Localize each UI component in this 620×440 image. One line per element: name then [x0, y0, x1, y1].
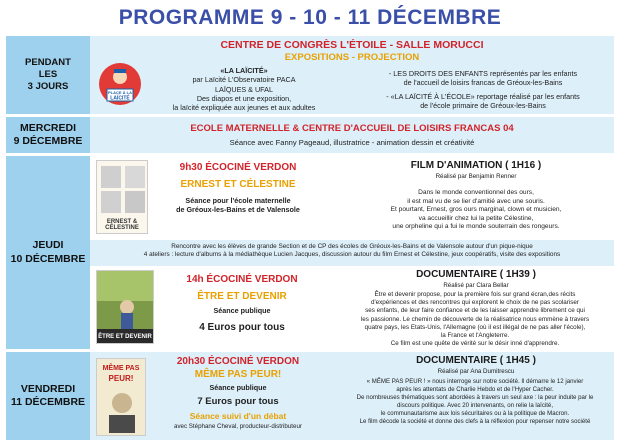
synopsis-line: quatre pays, les Etats-Unis, l'Allemagne (où il est illégal de ne pas aller l'école),: [364, 323, 586, 331]
row-vendredi: [6, 352, 614, 440]
poster-figure-body: [121, 313, 133, 331]
row-label: [6, 117, 90, 153]
film1-time: 9h30 ÉCOCINÉ VERDON: [179, 162, 297, 173]
jeudi-activities: [90, 240, 614, 266]
synopsis-line: après les attentats de Charlie Hebdo et de l'Hyper Cacher.: [396, 385, 554, 393]
film3-guest: avec Stéphane Cheval, producteur-distributeur: [174, 423, 302, 430]
row-label: [6, 36, 90, 114]
label-line: PENDANT: [25, 57, 71, 69]
synopsis-line: Le film décode la société et donne des clefs à la réflexion pour repenser notre société: [359, 417, 591, 425]
logo-text-main: LAÏCITÉ: [110, 95, 130, 102]
film3-director: Réalisé par Ana Dumitrescu: [437, 368, 515, 375]
poster-title-main: PEUR!: [108, 374, 134, 383]
expo-laicite: [144, 66, 344, 113]
poster-meme-pas-peur: [96, 358, 146, 436]
label-line: 3 JOURS: [27, 80, 69, 92]
synopsis-line: le communautarisme aux lois sécuritaires ou à la politique de Macron.: [380, 409, 570, 417]
expo-line: la laïcité expliquée aux jeunes et aux adultes: [172, 103, 316, 113]
synopsis-line: Et pourtant, Ernest, gros ours marginal, clown et musicien,: [390, 206, 562, 214]
poster-title: ÊTRE ET DEVENIR: [98, 334, 152, 340]
expo-line: de l'école primaire de Gréoux-les-Bains: [420, 101, 546, 111]
film2-time: 14h ÉCOCINÉ VERDON: [186, 274, 298, 285]
row-jeudi: [6, 156, 614, 349]
synopsis-line: Être et devenir propose, pour la première fois sur grand écran,des récits: [374, 291, 576, 298]
poster-panel: [125, 191, 145, 213]
row-mercredi: [6, 117, 614, 153]
mercredi-heading: ECOLE MATERNELLE & CENTRE D'ACCUEIL DE LOISIRS FRANCAS 04: [190, 123, 514, 134]
poster-panel: [101, 191, 121, 213]
row-content: [90, 117, 614, 153]
film1-director: Réalisé par Benjamin Renner: [435, 173, 517, 180]
poster-panel: [101, 166, 121, 188]
label-line: JEUDI: [32, 239, 64, 252]
label-line: 10 DÉCEMBRE: [10, 252, 86, 265]
poster-ernest-celestine: [96, 160, 148, 234]
poster-figure: [120, 300, 134, 314]
expo-line: Des diapos et une exposition,: [196, 94, 292, 104]
poster-art: [97, 359, 146, 436]
synopsis-line: les passionne. Le chemin de découverte de la réalisatrice nous emmène à travers: [360, 315, 590, 323]
film3-synopsis: [330, 378, 620, 426]
synopsis-line: il est mal vu de se lier d'amitié avec une souris.: [407, 197, 545, 205]
label-line: VENDREDI: [20, 382, 76, 395]
film1-note-line: Séance pour l'école maternelle: [185, 196, 291, 205]
venue-sub: EXPOSITIONS - PROJECTION: [284, 52, 420, 63]
synopsis-line: va accueillir chez lui la petite Célestine,: [418, 214, 534, 222]
expo-enfants: [352, 69, 614, 110]
film3-time: 20h30 ÉCOCINÉ VERDON: [176, 356, 300, 367]
synopsis-line: une orpheline qui a fui le monde souterrain des rongeurs.: [392, 223, 560, 231]
row-label: [6, 352, 90, 440]
label-line: 11 DÉCEMBRE: [10, 396, 86, 408]
label-line: LES: [38, 69, 58, 81]
row-label: [6, 156, 90, 349]
synopsis-line: Dans le monde conventionnel des ours,: [418, 189, 534, 196]
film3-price: 7 Euros pour tous: [197, 396, 279, 407]
synopsis-line: De nombreuses thématiques sont abordées à travers un seul axe : la peur induite par le: [356, 393, 594, 401]
film1-note-line: de Gréoux-les-Bains et de Valensole: [176, 205, 300, 215]
film2-price: 4 Euros pour tous: [199, 322, 285, 333]
film3-name: MÊME PAS PEUR!: [194, 369, 282, 380]
film2-type: DOCUMENTAIRE ( 1H39 ): [416, 269, 536, 280]
label-line: 9 DÉCEMBRE: [13, 135, 83, 147]
laicite-logo: [98, 60, 142, 108]
poster-body: [109, 415, 135, 433]
row-content: [90, 352, 614, 440]
film3-note: Séance publique: [209, 383, 267, 392]
logo-text-top: PLACE À LA: [108, 90, 132, 95]
expo-title: «LA LAÏCITÉ»: [220, 66, 268, 75]
poster-title: ERNEST & CÉLESTINE: [105, 219, 139, 231]
expo-line: - «LA LAÏCITÉ À L'ÉCOLE» reportage réalisé par les enfants: [386, 91, 580, 101]
synopsis-line: Ce film est une quête de vérité sur le désir inné d'apprendre.: [390, 340, 560, 348]
row-content: [90, 156, 614, 349]
synopsis-line: discours politique. Avec 20 intervenants, on relie la laïcité,: [396, 401, 554, 409]
row-content: [90, 36, 614, 114]
film1-name: ERNEST ET CÉLESTINE: [180, 179, 296, 190]
activities-line: 4 ateliers : lecture d'albums à la médiathèque Lucien Jacques, discussion autour du film Ernest et Célestine, jeux coopératifs, visite des expositions: [143, 251, 561, 259]
synopsis-line: d'expériences et des rencontres qui explorent le choix de ne pas scolariser: [370, 299, 580, 307]
poster-etre-et-devenir: [96, 270, 154, 344]
film1-type: FILM D'ANIMATION ( 1H16 ): [410, 160, 542, 171]
poster-sky: [97, 271, 154, 301]
page-title: PROGRAMME 9 - 10 - 11 DÉCEMBRE: [118, 6, 502, 29]
film1-synopsis: [340, 189, 612, 232]
film1-note: [148, 196, 328, 215]
venue-heading: CENTRE DE CONGRÈS L'ÉTOILE - SALLE MORUCCI: [220, 39, 484, 51]
synopsis-line: « MÊME PAS PEUR ! » nous interroge sur notre société. Il démarre le 12 janvier: [366, 378, 584, 385]
mercredi-sub: Séance avec Fanny Pageaud, illustratrice - animation dessin et créativité: [229, 138, 475, 147]
film2-name: ÊTRE ET DEVENIR: [197, 291, 287, 302]
synopsis-line: ses enfants, de leur faire confiance et de les laisser apprendre librement ce qui: [365, 307, 585, 315]
film3-type: DOCUMENTAIRE ( 1H45 ): [416, 355, 536, 366]
poster-title-top: MÊME PAS: [102, 365, 140, 372]
expo-line: par Laïcité L'Observatoire PACA: [192, 75, 296, 85]
film2-synopsis: [332, 291, 618, 348]
poster-panel: [125, 166, 145, 188]
film2-director: Réalisé par Clara Bellar: [443, 282, 509, 289]
expo-line: LAÏQUES & UFAL: [215, 84, 273, 94]
label-line: MERCREDI: [19, 121, 76, 134]
film2-note: Séance publique: [213, 306, 271, 315]
film3-debate: Séance suivi d'un débat: [189, 411, 287, 421]
expo-line: - LES DROITS DES ENFANTS représentés par les enfants: [388, 69, 578, 78]
expo-line: de l'accueil de loisirs francas de Gréoux-les-Bains: [403, 78, 563, 88]
synopsis-line: la France et l'Angleterre.: [440, 331, 510, 339]
logo-hat: [114, 69, 126, 73]
poster-face: [112, 393, 132, 413]
row-pendant-3-jours: [6, 36, 614, 114]
activities-line: Rencontre avec les élèves de grande Section et de CP des écoles de Gréoux-les-Bains et de Valensole autour d'un pique-nique: [171, 243, 533, 250]
